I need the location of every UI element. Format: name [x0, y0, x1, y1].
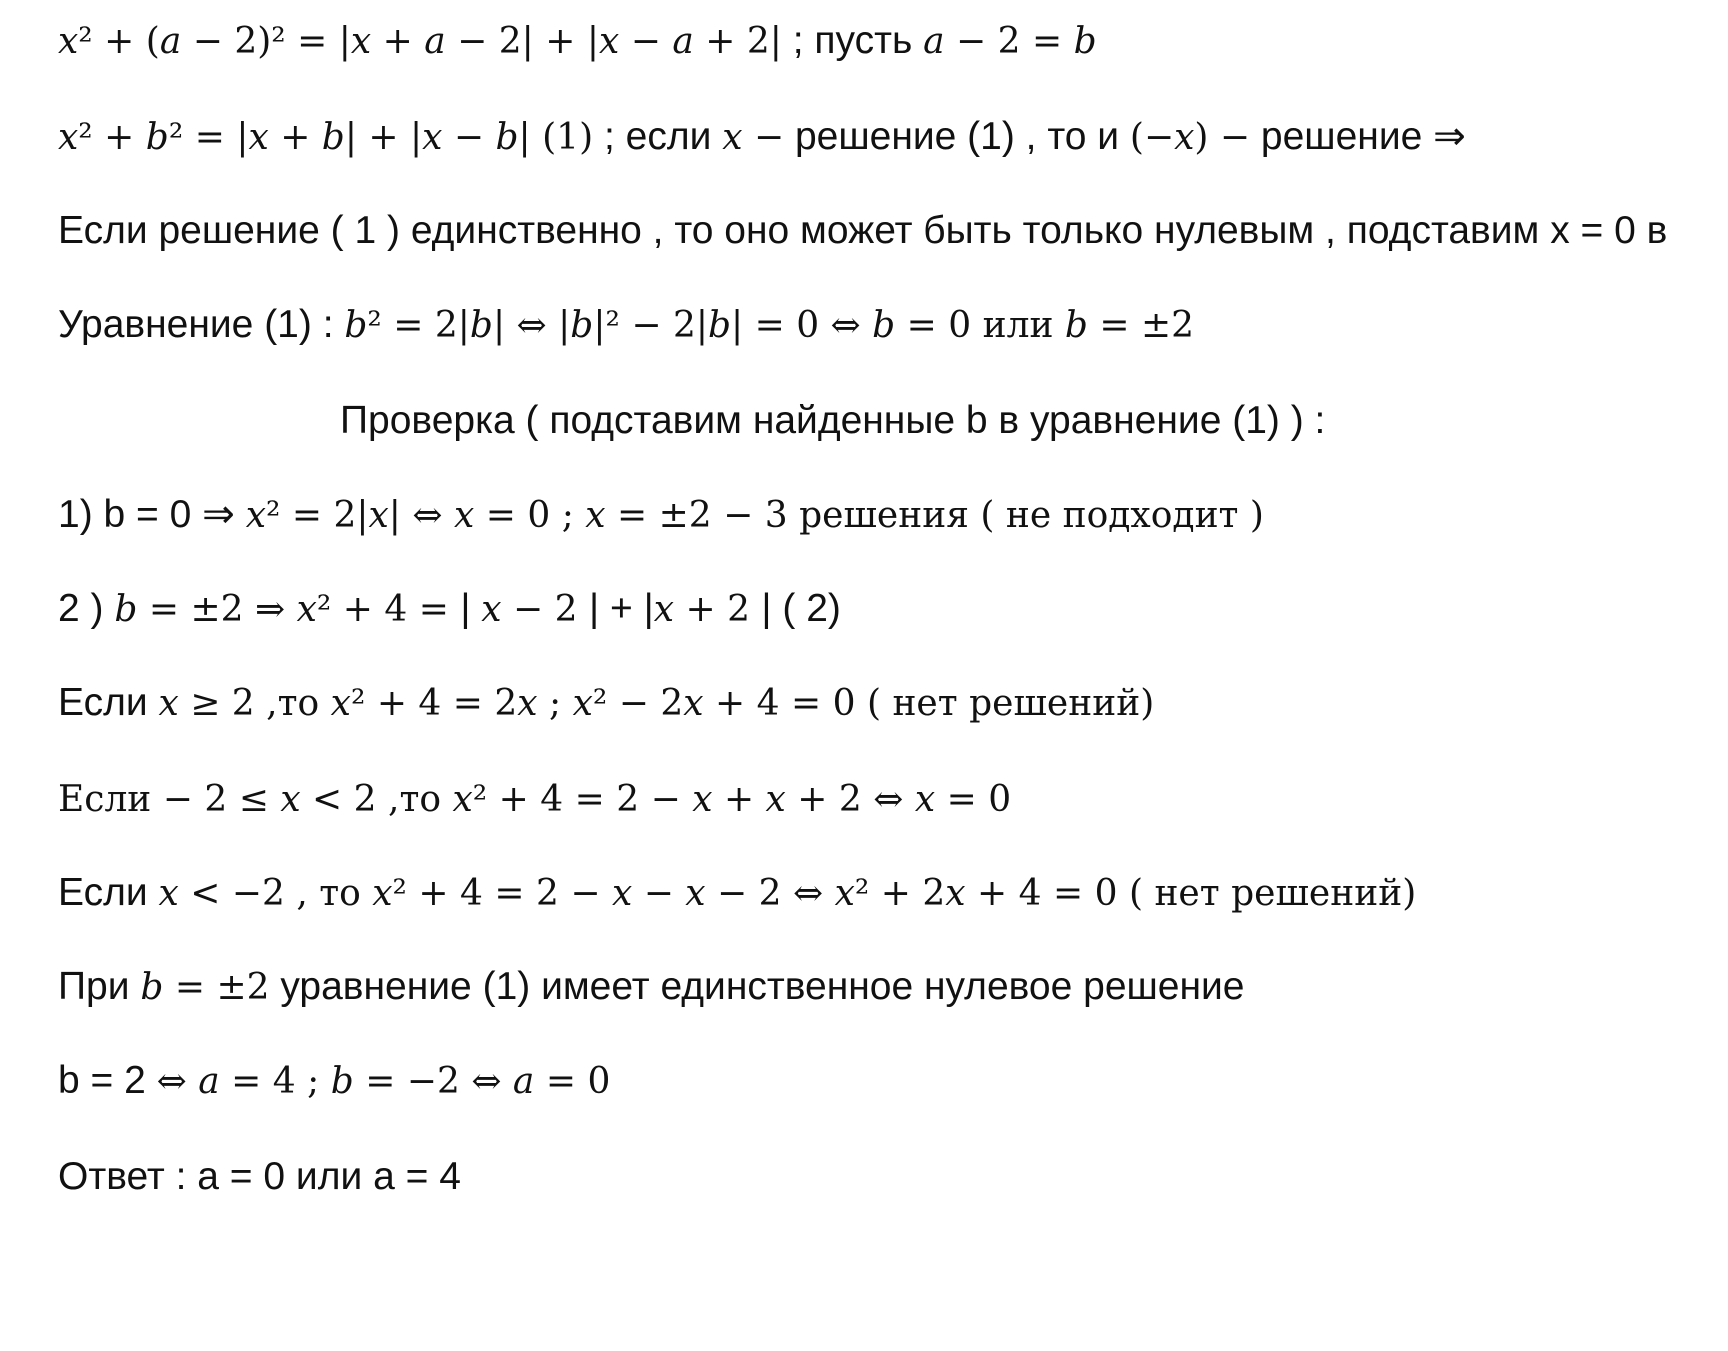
- line-7: [58, 584, 841, 635]
- line-3: [58, 206, 1667, 256]
- line-7-segment: 𝑥 + 2: [653, 589, 762, 630]
- line-11-segment: При: [58, 965, 141, 1008]
- line-2-segment: (−𝑥) −: [1129, 117, 1251, 158]
- line-7-segment: 𝑏 = ±2 ⇒ 𝑥² + 4 =: [114, 589, 461, 630]
- line-7-segment: 2 ): [58, 587, 115, 630]
- line-2-segment: решение (1) , то и: [784, 115, 1130, 158]
- line-8: [58, 678, 1154, 729]
- line-10-segment: 𝑥 < −2: [158, 873, 297, 914]
- line-1-segment: 𝑎 − 2 = 𝑏: [923, 21, 1097, 62]
- line-4: [58, 300, 1194, 351]
- line-12-segment: ⇔ 𝑎 = 4 ; 𝑏 = −2 ⇔ 𝑎 = 0: [156, 1061, 611, 1102]
- line-9-segment: Если: [58, 779, 163, 820]
- line-11-segment: 𝑏 = ±2: [140, 967, 270, 1008]
- line-7-segment: | ( 2): [761, 587, 841, 630]
- line-9-segment: − 2 ≤ 𝑥 < 2: [162, 779, 389, 820]
- line-4-segment: Уравнение (1) :: [58, 303, 345, 346]
- line-7-segment: | + |: [589, 587, 654, 630]
- line-12: [58, 1056, 610, 1107]
- line-4-segment: 𝑏² = 2|𝑏| ⇔ |𝑏|² − 2|𝑏| = 0 ⇔ 𝑏 = 0: [344, 305, 983, 346]
- line-7-segment: 𝑥 − 2: [481, 589, 589, 630]
- line-8-segment: 𝑥 ≥ 2: [158, 683, 267, 724]
- line-5: [340, 396, 1325, 446]
- line-13-segment: Ответ : a = 0 или a = 4: [58, 1155, 461, 1198]
- line-11: [58, 962, 1245, 1013]
- line-5-segment: Проверка ( подставим найденные b в уравнение (1) ) :: [340, 399, 1326, 442]
- line-8-segment: ,то: [266, 683, 331, 724]
- line-10: [58, 868, 1416, 919]
- line-1: [58, 16, 1097, 67]
- line-4-segment: или: [982, 305, 1054, 346]
- line-6-segment: 1) b = 0 ⇒: [58, 493, 246, 536]
- line-12-segment: b = 2: [58, 1059, 157, 1102]
- line-9-segment: ,то: [388, 779, 453, 820]
- line-6-segment: решения ( не подходит ): [799, 495, 1264, 536]
- line-11-segment: уравнение (1) имеет единственное нулевое решение: [269, 965, 1245, 1008]
- line-10-segment: 𝑥² + 4 = 2 − 𝑥 − 𝑥 − 2 ⇔ 𝑥² + 2𝑥 + 4 = 0: [372, 873, 1129, 914]
- line-10-segment: Если: [58, 871, 159, 914]
- line-8-segment: ( нет решений): [866, 683, 1155, 724]
- line-6: [58, 490, 1264, 541]
- line-2-segment: ; если: [593, 115, 723, 158]
- line-9-segment: 𝑥² + 4 = 2 − 𝑥 + 𝑥 + 2 ⇔ 𝑥 = 0: [452, 779, 1012, 820]
- line-1-segment: ; пусть: [781, 19, 924, 62]
- line-2-segment: решение ⇒: [1250, 115, 1466, 158]
- line-8-segment: 𝑥² + 4 = 2𝑥 ; 𝑥² − 2𝑥 + 4 = 0: [330, 683, 867, 724]
- line-2: [58, 112, 1466, 163]
- line-2-segment: 𝑥 −: [722, 117, 785, 158]
- line-6-segment: 𝑥² = 2|𝑥| ⇔ 𝑥 = 0 ; 𝑥 = ±2 − 3: [245, 495, 800, 536]
- line-10-segment: ( нет решений): [1128, 873, 1417, 914]
- line-8-segment: Если: [58, 681, 159, 724]
- line-4-segment: 𝑏 = ±2: [1053, 305, 1195, 346]
- line-13: [58, 1152, 461, 1202]
- line-10-segment: , то: [296, 873, 373, 914]
- line-9: [58, 774, 1011, 825]
- line-2-segment: 𝑥² + 𝑏² = |𝑥 + 𝑏| + |𝑥 − 𝑏| (1): [58, 117, 594, 158]
- line-3-segment: Если решение ( 1 ) единственно , то оно может быть только нулевым , подставим x = 0 в: [58, 209, 1668, 252]
- line-7-segment: |: [460, 587, 482, 630]
- line-1-segment: 𝑥² + (𝑎 − 2)² = |𝑥 + 𝑎 − 2| + |𝑥 − 𝑎 + 2|: [58, 21, 782, 62]
